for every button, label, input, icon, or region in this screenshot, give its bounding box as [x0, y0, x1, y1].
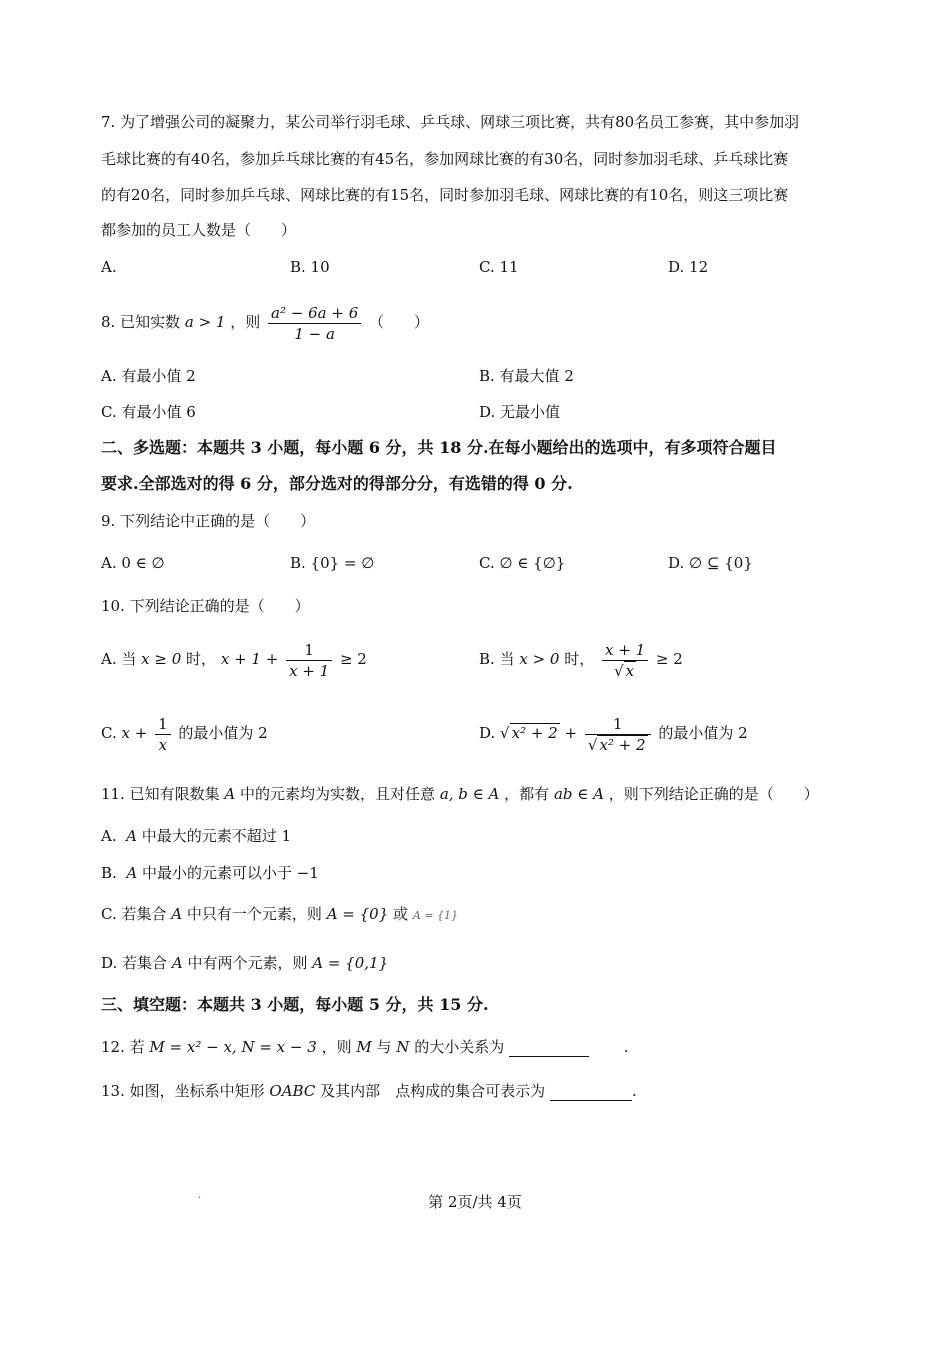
q8-option-b: B. 有最大值 2	[479, 367, 574, 385]
q7-option-d: D. 12	[668, 258, 709, 276]
q11-b-set: A	[126, 864, 138, 882]
q7-option-c: C. 11	[479, 258, 519, 276]
q11-b-text: 中最小的元素可以小于 −1	[141, 864, 319, 882]
q10-d-tail: 的最小值为 2	[658, 724, 748, 742]
q11-cond2: ab ∈ A	[553, 785, 604, 803]
q10-c-denominator: x	[158, 735, 168, 754]
q7-option-a: A.	[101, 258, 117, 276]
q8-prefix: 8. 已知实数	[101, 313, 181, 331]
q8-option-c: C. 有最小值 6	[101, 403, 196, 421]
q12-pre: 12. 若	[101, 1038, 145, 1056]
q10-b-prefix: B. 当	[479, 650, 515, 668]
q10-option-d: D. √ x² + 2 + $\frac{1}{\text{√ x² + 2}}$ 的最小值为 2	[479, 714, 748, 754]
q11-stem-a: 11. 已知有限数集	[101, 785, 220, 803]
q11-a-set: A	[126, 827, 137, 845]
q11-a-text: 中最大的元素不超过 1	[141, 827, 292, 845]
q8-numerator: a² − 6a + 6	[268, 303, 361, 324]
q10-stem: 10. 下列结论正确的是（ ）	[101, 597, 310, 615]
q11-c-mid: 中只有一个元素，则	[186, 905, 322, 923]
q11-option-d	[101, 953, 388, 973]
q11-stem-d: ，则下列结论正确的是（ ）	[608, 785, 819, 803]
q10-a-tail: ≥ 2	[339, 650, 367, 668]
q10-d-den-radicand: x² + 2	[599, 735, 646, 754]
q11-c-set2: A = {1}	[412, 909, 458, 922]
q9-stem: 9. 下列结论中正确的是（ ）	[101, 512, 316, 530]
q11-c-set1: A = {0}	[326, 905, 389, 923]
q11-cond1: a, b ∈ A	[439, 785, 500, 803]
q11-c-pre: C. 若集合	[101, 905, 167, 923]
q12-end: .	[623, 1038, 629, 1056]
q10-b-radicand: x	[625, 661, 635, 680]
q11-option-c	[101, 904, 458, 926]
q10-option-c	[101, 710, 268, 756]
q10-a-prefix: A. 当	[101, 650, 137, 668]
q10-option-a	[101, 636, 367, 682]
q10-d-denominator: √ x² + 2	[587, 735, 646, 754]
q11-c-or: 或	[393, 905, 409, 923]
q11-set: A	[224, 785, 236, 803]
section3-title: 三、填空题：本题共 3 小题，每小题 5 分，共 15 分.	[101, 995, 489, 1014]
section2-line2: 要求.全部选对的得 6 分，部分选对的得部分分，有选错的得 0 分.	[101, 474, 573, 493]
q12-expr: M = x² − x, N = x − 3	[149, 1038, 317, 1056]
q10-a-expr: x + 1 +	[220, 650, 279, 668]
section2-line1: 二、多选题：本题共 3 小题，每小题 6 分，共 18 分.在每小题给出的选项中，有多项符合题目	[101, 438, 777, 457]
q12-n: N	[396, 1038, 410, 1056]
q13-tail: 及其内部 点构成的集合可表示为	[320, 1082, 546, 1100]
q10-a-condition: x ≥ 0	[141, 650, 182, 668]
q9-option-b: B. {0} = ∅	[290, 554, 375, 572]
q10-b-tail: ≥ 2	[655, 650, 683, 668]
q10-b-numerator: x + 1	[602, 640, 648, 661]
q11-option-a: A. A 中最大的元素不超过 1	[101, 827, 292, 845]
q11-stem-b: 中的元素均为实数，且对任意	[240, 785, 436, 803]
q11-d-pre: D. 若集合	[101, 954, 168, 972]
q10-c-numerator: 1	[155, 714, 171, 735]
q11-option-b: B. A 中最小的元素可以小于 −1	[101, 864, 319, 882]
q8-mid: ，则	[230, 313, 261, 331]
q13-rect: OABC	[269, 1082, 316, 1100]
q13-stem	[101, 1081, 637, 1101]
q10-option-b	[479, 636, 683, 682]
q13-pre: 13. 如图，坐标系中矩形	[101, 1082, 265, 1100]
q7-line4: 都参加的员工人数是（ ）	[101, 221, 297, 239]
q10-b-denominator: √ x	[614, 661, 635, 680]
q11-stem	[101, 784, 819, 804]
q12-and: 与	[376, 1038, 392, 1056]
q8-fraction	[268, 303, 361, 344]
q10-d-fraction	[585, 714, 651, 755]
q11-c-set: A	[171, 905, 183, 923]
q10-d-radicand: x² + 2	[511, 724, 558, 742]
q8-option-d: D. 无最小值	[479, 403, 561, 421]
q12-answer-blank[interactable]	[509, 1056, 589, 1057]
q12-mid: ，则	[321, 1038, 352, 1056]
q7-line2: 毛球比赛的有40名，参加乒乓球比赛的有45名，参加网球比赛的有30名，同时参加羽毛球、乒乓球比赛	[101, 150, 789, 168]
q10-a-denominator: x + 1	[289, 661, 330, 680]
q12-stem	[101, 1037, 629, 1057]
q10-b-fraction	[602, 640, 648, 681]
q8-condition: a > 1	[184, 313, 226, 331]
q7-option-b: B. 10	[290, 258, 330, 276]
q10-a-when: 时，	[186, 650, 217, 668]
q10-c-tail: 的最小值为 2	[178, 724, 268, 742]
q10-c-expr: x +	[121, 724, 148, 742]
q10-d-numerator: 1	[585, 714, 651, 735]
q10-c-prefix: C.	[101, 724, 117, 742]
q13-end: .	[631, 1082, 637, 1100]
q10-b-condition: x > 0	[519, 650, 560, 668]
q11-d-mid: 中有两个元素，则	[187, 954, 308, 972]
q8-option-a: A. 有最小值 2	[101, 367, 196, 385]
q8-denominator: 1 − a	[294, 324, 335, 343]
q10-b-when: 时，	[564, 650, 595, 668]
q10-d-prefix: D.	[479, 724, 496, 742]
q12-m: M	[356, 1038, 372, 1056]
q7-line3: 的有20名，同时参加乒乓球、网球比赛的有15名，同时参加羽毛球、网球比赛的有10名，则这三项比赛	[101, 186, 789, 204]
q11-d-set: A	[171, 954, 183, 972]
q10-a-numerator: 1	[286, 640, 332, 661]
q9-option-d: D. ∅ ⊆ {0}	[668, 554, 753, 572]
q9-option-c: C. ∅ ∈ {∅}	[479, 554, 566, 572]
page-footer: 第 2页/共 4页	[428, 1193, 522, 1211]
q10-c-fraction	[155, 714, 171, 755]
q8-stem	[101, 300, 429, 344]
q8-paren: （ ）	[369, 313, 430, 331]
q9-option-a: A. 0 ∈ ∅	[101, 554, 165, 572]
q11-stem-c: ，都有	[504, 785, 550, 803]
q12-tail: 的大小关系为	[414, 1038, 505, 1056]
q7-line1: 7. 为了增强公司的凝聚力，某公司举行羽毛球、乒乓球、网球三项比赛，共有80名员工参赛，其中参加羽	[101, 113, 800, 131]
q11-d-set-value: A = {0,1}	[312, 954, 389, 972]
q10-a-fraction	[286, 640, 332, 681]
q13-answer-blank[interactable]	[550, 1100, 632, 1101]
footer-dot: .	[198, 1190, 202, 1201]
q10-d-plus: +	[564, 724, 578, 742]
